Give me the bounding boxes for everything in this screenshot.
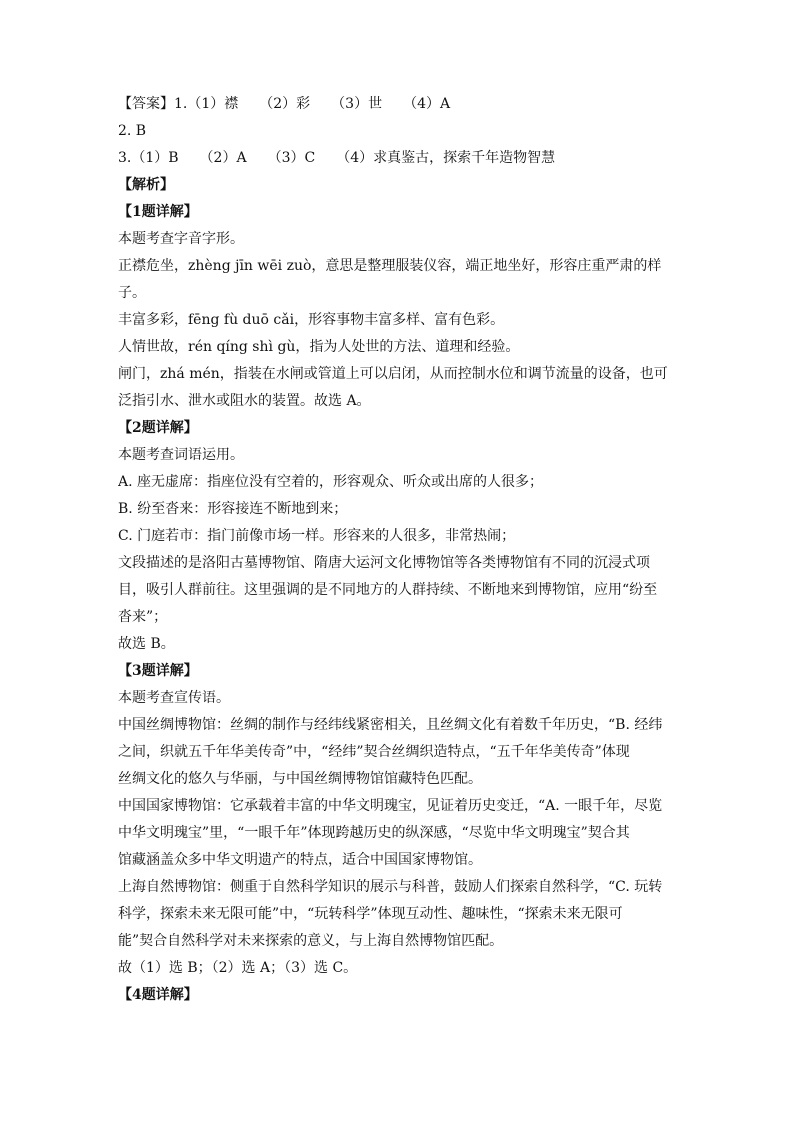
q3-text-5: 中国国家博物馆：它承载着丰富的中华文明瑰宝，见证着历史变迁，“A. 一眼千年，尽览 (118, 798, 663, 814)
q3-heading: 【3题详解】 (118, 663, 198, 679)
q3-text-10: 能”契合自然科学对未来探索的意义，与上海自然博物馆匹配。 (118, 933, 504, 949)
q3-text-2: 中国丝绸博物馆：丝绸的制作与经纬线紧密相关，且丝绸文化有着数千年历史，“B. 经纬 (118, 717, 663, 733)
q1-text-4: 丰富多彩，fēng fù duō cǎi，形容事物丰富多样、富有色彩。 (118, 312, 505, 328)
q2-text-7: 沓来”； (118, 609, 168, 625)
q3-text-9: 科学，探索未来无限可能”中，“玩转科学”体现互动性、趣味性，“探索未来无限可 (118, 906, 623, 922)
q3-text-3: 之间，织就五千年华美传奇”中，“经纬”契合丝绸织造特点，“五千年华美传奇”体现 (118, 744, 630, 760)
answer-document (118, 91, 684, 1009)
q3-text-7: 馆藏涵盖众多中华文明遗产的特点，适合中国国家博物馆。 (118, 852, 482, 868)
q3-text-4: 丝绸文化的悠久与华丽，与中国丝绸博物馆馆藏特色匹配。 (118, 771, 482, 787)
q2-text-1: 本题考查词语运用。 (118, 447, 244, 463)
answer-line-3: 3.（1）B （2）A （3）C （4）求真鉴古，探索千年造物智慧 (118, 150, 556, 166)
q2-text-8: 故选 B。 (118, 636, 175, 652)
answer-line-1: 【答案】1.（1）襟 （2）彩 （3）世 （4）A (118, 96, 451, 112)
q2-text-3: B. 纷至沓来：形容接连不断地到来； (118, 501, 348, 517)
q2-text-6: 目，吸引人群前往。这里强调的是不同地方的人群持续、不断地来到博物馆，应用“纷至 (118, 582, 658, 598)
q1-heading: 【1题详解】 (118, 204, 198, 220)
q3-text-6: 中华文明瑰宝”里，“一眼千年”体现跨越历史的纵深感，“尽览中华文明瑰宝”契合其 (118, 825, 630, 841)
q4-heading: 【4题详解】 (118, 987, 198, 1003)
q1-text-7: 泛指引水、泄水或阻水的装置。故选 A。 (118, 393, 371, 409)
analysis-heading: 【解析】 (118, 177, 174, 193)
q2-text-4: C. 门庭若市：指门前像市场一样。形容来的人很多，非常热闹； (118, 528, 516, 544)
q2-text-5: 文段描述的是洛阳古墓博物馆、隋唐大运河文化博物馆等各类博物馆有不同的沉浸式项 (118, 555, 650, 571)
q3-text-11: 故（1）选 B；（2）选 A；（3）选 C。 (118, 960, 358, 976)
q3-text-8: 上海自然博物馆：侧重于自然科学知识的展示与科普，鼓励人们探索自然科学，“C. 玩转 (118, 879, 663, 895)
q1-text-2: 正襟危坐，zhèng jīn wēi zuò，意思是整理服装仪容，端正地坐好，形容庄重严肃的样 (118, 258, 662, 274)
q2-heading: 【2题详解】 (118, 420, 198, 436)
q1-text-6: 闸门，zhá mén，指装在水闸或管道上可以启闭，从而控制水位和调节流量的设备，也可 (118, 366, 668, 382)
q3-text-1: 本题考查宣传语。 (118, 690, 230, 706)
q1-text-3: 子。 (118, 285, 146, 301)
answer-line-2: 2. B (118, 123, 147, 139)
q1-text-5: 人情世故，rén qíng shì gù，指为人处世的方法、道理和经验。 (118, 339, 520, 355)
q2-text-2: A. 座无虚席：指座位没有空着的，形容观众、听众或出席的人很多； (118, 474, 544, 490)
q1-text-1: 本题考查字音字形。 (118, 231, 244, 247)
